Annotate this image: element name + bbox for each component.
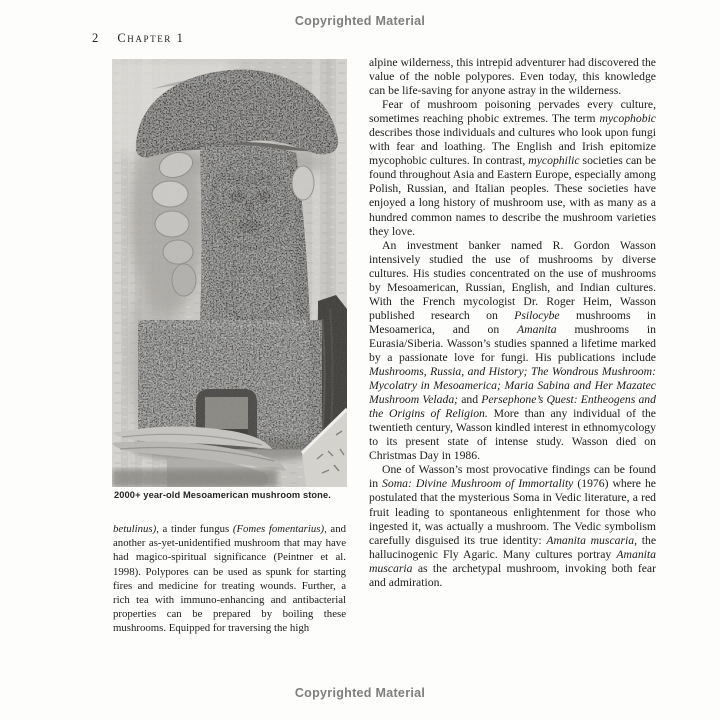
paragraph: alpine wilderness, this intrepid adventurer had discovered the value of the noble polypores. Even today, this knowledge can be life-saving for anyone astray in the wilderness. <box>369 56 656 98</box>
mushroom-stone-photo <box>112 59 347 487</box>
page-header <box>92 31 185 46</box>
copyright-notice-bottom: Copyrighted Material <box>294 686 426 700</box>
chapter-title: Chapter 1 <box>117 31 185 45</box>
paragraph: Fear of mushroom poisoning pervades every culture, sometimes reaching phobic extremes. The term mycophobic describes those individuals and cultures who look upon fungi with fear and loathing. The English and Irish epitomize mycophobic cultures. In contrast, mycophilic societies can be found throughout Asia and Eastern Europe, especially among Polish, Russian, and Italian peoples. These societies have enjoyed a long history of mushroom use, with as many as a hundred common names to describe the mushroom varieties they love. <box>369 98 656 238</box>
page-number: 2 <box>92 31 99 45</box>
right-text-column <box>369 56 656 590</box>
figure-caption: 2000+ year-old Mesoamerican mushroom stone. <box>114 490 331 500</box>
paragraph: An investment banker named R. Gordon Wasson intensively studied the use of mushrooms by diverse cultures. His studies concentrated on the use of mushrooms by Mesoamerican, Russian, English, and Indian cultures. With the French mycologist Dr. Roger Heim, Wasson published research on Psilocybe mushrooms in Mesoamerica, and on Amanita mushrooms in Eurasia/Siberia. Wasson’s studies spanned a lifetime marked by a passionate love for fungi. His publications include Mushrooms, Russia, and History; The Wondrous Mushroom: Mycolatry in Mesoamerica; Maria Sabina and Her Mazatec Mushroom Velada; and Persephone’s Quest: Entheogens and the Origins of Religion. More than any individual of the twentieth century, Wasson kindled interest in ethnomycology to its present state of intense study. Wasson died on Christmas Day in 1986. <box>369 238 657 463</box>
paragraph: One of Wasson’s most provocative findings can be found in Soma: Divine Mushroom of Immortality (1976) where he postulated that the mysterious Soma in Vedic literature, a red fruit leading to spontaneous enlightenment for those who ingested it, was actually a mushroom. The Vedic symbolism carefully disguised its true identity: Amanita muscaria, the hallucinogenic Fly Agaric. Many cultures portray Amanita muscaria as the archetypal mushroom, invoking both fear and admiration. <box>369 463 657 589</box>
copyright-notice-top: Copyrighted Material <box>294 14 426 28</box>
left-text-column <box>113 522 346 636</box>
mushroom-stone-illustration <box>112 59 347 487</box>
paragraph: betulinus), a tinder fungus (Fomes fomentarius), and another as-yet-unidentified mushroom that may have had magico-spiritual significance (Peintner et al. 1998). Polypores can be used as spunk for starting fires and medicine for treating wounds. Further, a rich tea with immuno-enhancing and antibacterial properties can be prepared by boiling these mushrooms. Equipped for traversing the high <box>113 523 346 635</box>
